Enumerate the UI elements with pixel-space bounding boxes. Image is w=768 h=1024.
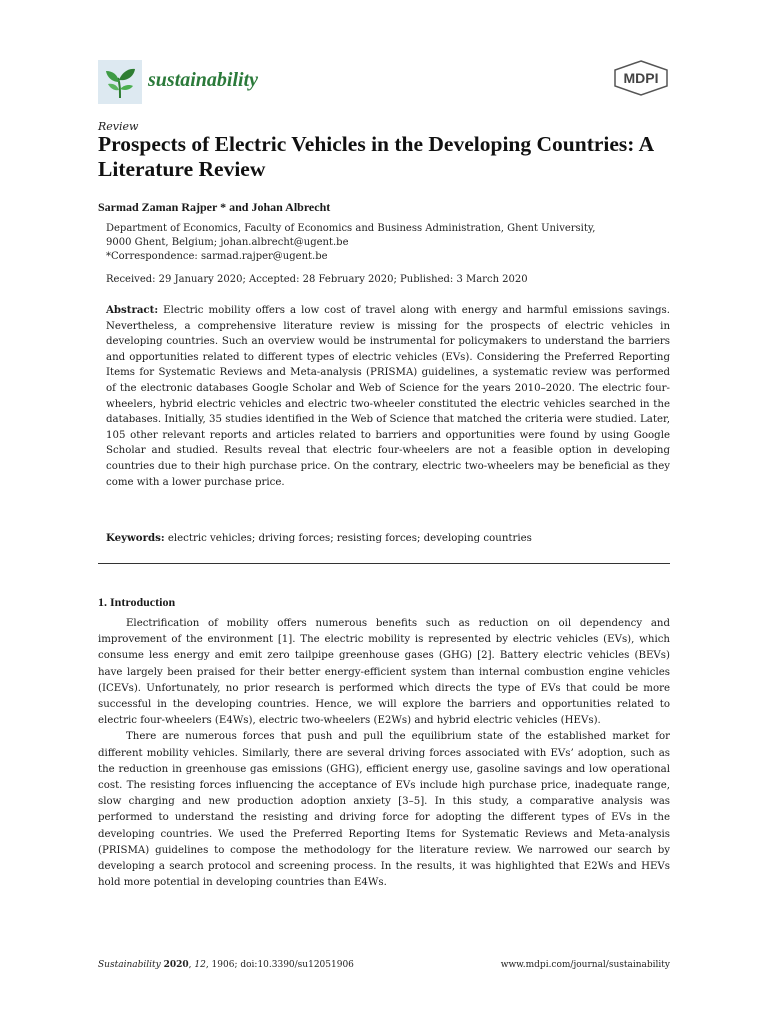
journal-name: sustainability	[148, 69, 259, 91]
keywords-label: Keywords:	[106, 532, 165, 544]
mdpi-logo	[612, 60, 670, 96]
affiliation-line: 9000 Ghent, Belgium; johan.albrecht@ugent.be	[106, 237, 349, 248]
footer-doi: , 1906; doi:10.3390/su12051906	[205, 960, 354, 970]
section-heading: 1. Introduction	[98, 595, 176, 609]
body-paragraph: There are numerous forces that push and pull the equilibrium state of the established market for different mobility vehicles. Similarly, there are several driving forces associated with EVs’ adoption, such as the reduction in greenhouse gas emissions (GHG), efficient energy use, gasoline savings and low operational cost. The resisting forces influencing the acceptance of EVs include high purchase price, inadequate range, slow charging and new production adoption anxiety [3–5]. In this study, a comparative analysis was performed to understand the resisting and driving force for adopting the different types of EVs in the developing countries. We used the Preferred Reporting Items for Systematic Reviews and Meta-analysis (PRISMA) guidelines to compose the methodology for the literature review. We narrowed our search by developing a search protocol and screening process. In the results, it was highlighted that E2Ws and HEVs hold more potential in developing countries than E4Ws.	[98, 731, 670, 889]
svg-text:MDPI: MDPI	[623, 70, 659, 86]
abstract-text: Electric mobility offers a low cost of travel along with energy and harmful emissions savings. Nevertheless, a comprehensive literature review is missing for the prospects of electric vehicles in developing countries. Such an overview would be instrumental for policymakers to understand the barriers and opportunities related to different types of electric vehicles (EVs). Considering the Preferred Reporting Items for Systematic Reviews and Meta-analysis (PRISMA) guidelines, a systematic review was performed of the electronic databases Google Scholar and Web of Science for the years 2010–2020. The electric four-wheelers, hybrid electric vehicles and electric two-wheeler constituted the electric vehicles searched in the databases. Initially, 35 studies identified in the Web of Science that matched the criteria were studied. Later, 105 other relevant reports and articles related to barriers and opportunities were found by using Google Scholar and studied. Results reveal that electric four-wheelers are not a feasible option in developing countries due to their high purchase price. On the contrary, electric two-wheelers may be beneficial as they come with a lower purchase price.	[106, 305, 670, 488]
section-divider	[98, 563, 670, 564]
introduction-body	[98, 616, 670, 891]
journal-url[interactable]: www.mdpi.com/journal/sustainability	[500, 960, 670, 970]
keywords	[106, 531, 670, 546]
footer-journal: Sustainability	[98, 960, 161, 970]
leaf-plant-icon	[98, 60, 142, 104]
body-paragraph: Electrification of mobility offers numerous benefits such as reduction on oil dependency and improvement of the environment [1]. The electric mobility is represented by electric vehicles (EVs), which consume less energy and emit zero tailpipe greenhouse gases (GHG) [2]. Battery electric vehicles (BEVs) have largely been praised for their better energy-efficient system than internal combustion engine vehicles (ICEVs). Unfortunately, no prior research is performed which directs the type of EVs that could be more successful in the developing countries. Hence, we will explore the barriers and opportunities related to electric four-wheelers (E4Ws), electric two-wheelers (E2Ws) and hybrid electric vehicles (HEVs).	[98, 618, 670, 727]
abstract-label: Abstract:	[106, 304, 159, 316]
citation-footer: Sustainability 2020, 12, 1906; doi:10.3390/su12051906	[98, 960, 354, 970]
affiliation-line: Department of Economics, Faculty of Economics and Business Administration, Ghent University,	[106, 223, 596, 234]
footer-year: 2020	[163, 960, 189, 970]
footer-volume: 12	[194, 960, 206, 970]
abstract	[106, 303, 670, 490]
paper-title: Prospects of Electric Vehicles in the Developing Countries: A Literature Review	[98, 132, 653, 181]
affiliation-block	[106, 222, 626, 264]
author-list: Sarmad Zaman Rajper * and Johan Albrecht	[98, 200, 331, 214]
correspondence-line: *Correspondence: sarmad.rajper@ugent.be	[106, 251, 328, 262]
publication-dates: Received: 29 January 2020; Accepted: 28 February 2020; Published: 3 March 2020	[106, 274, 528, 285]
keywords-text: electric vehicles; driving forces; resisting forces; developing countries	[167, 533, 532, 544]
article-type: Review	[98, 120, 139, 133]
